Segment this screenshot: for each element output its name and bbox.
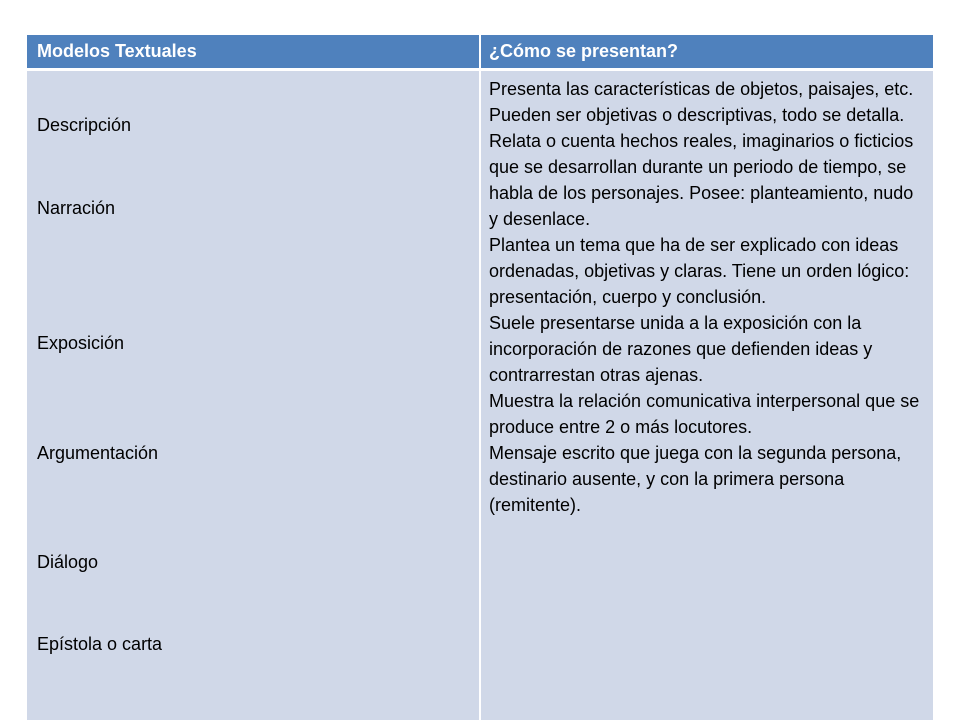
column-divider [479, 35, 481, 720]
model-label-dialogo: Diálogo [37, 552, 99, 572]
model-label-descripcion: Descripción [37, 115, 132, 135]
descriptions-cell [489, 76, 927, 518]
description-narracion: Relata o cuenta hechos reales, imaginarios o ficticios que se desarrollan durante un periodo de tiempo, se habla de los personajes. Posee: planteamiento, nudo y desenlace. [489, 131, 914, 229]
header-models: Modelos Textuales [37, 41, 197, 61]
description-argumentacion: Suele presentarse unida a la exposición con la incorporación de razones que defienden ideas y contrarrestan otras ajenas. [489, 313, 873, 385]
model-label-epistola: Epístola o carta [37, 634, 163, 654]
model-label-argumentacion: Argumentación [37, 443, 159, 463]
description-descripcion: Presenta las características de objetos, paisajes, etc. Pueden ser objetivas o descriptivas, todo se detalla. [489, 79, 914, 125]
description-dialogo: Muestra la relación comunicativa interpersonal que se produce entre 2 o más locutores. [489, 391, 920, 437]
description-exposicion: Plantea un tema que ha de ser explicado con ideas ordenadas, objetivas y claras. Tiene un orden lógico: presentación, cuerpo y conclusión. [489, 235, 910, 307]
model-label-exposicion: Exposición [37, 333, 125, 353]
model-label-narracion: Narración [37, 198, 116, 218]
text-models-table [27, 35, 933, 720]
description-epistola: Mensaje escrito que juega con la segunda persona, destinario ausente, y con la primera persona (remitente). [489, 443, 902, 515]
header-how-presented: ¿Cómo se presentan? [489, 41, 679, 61]
